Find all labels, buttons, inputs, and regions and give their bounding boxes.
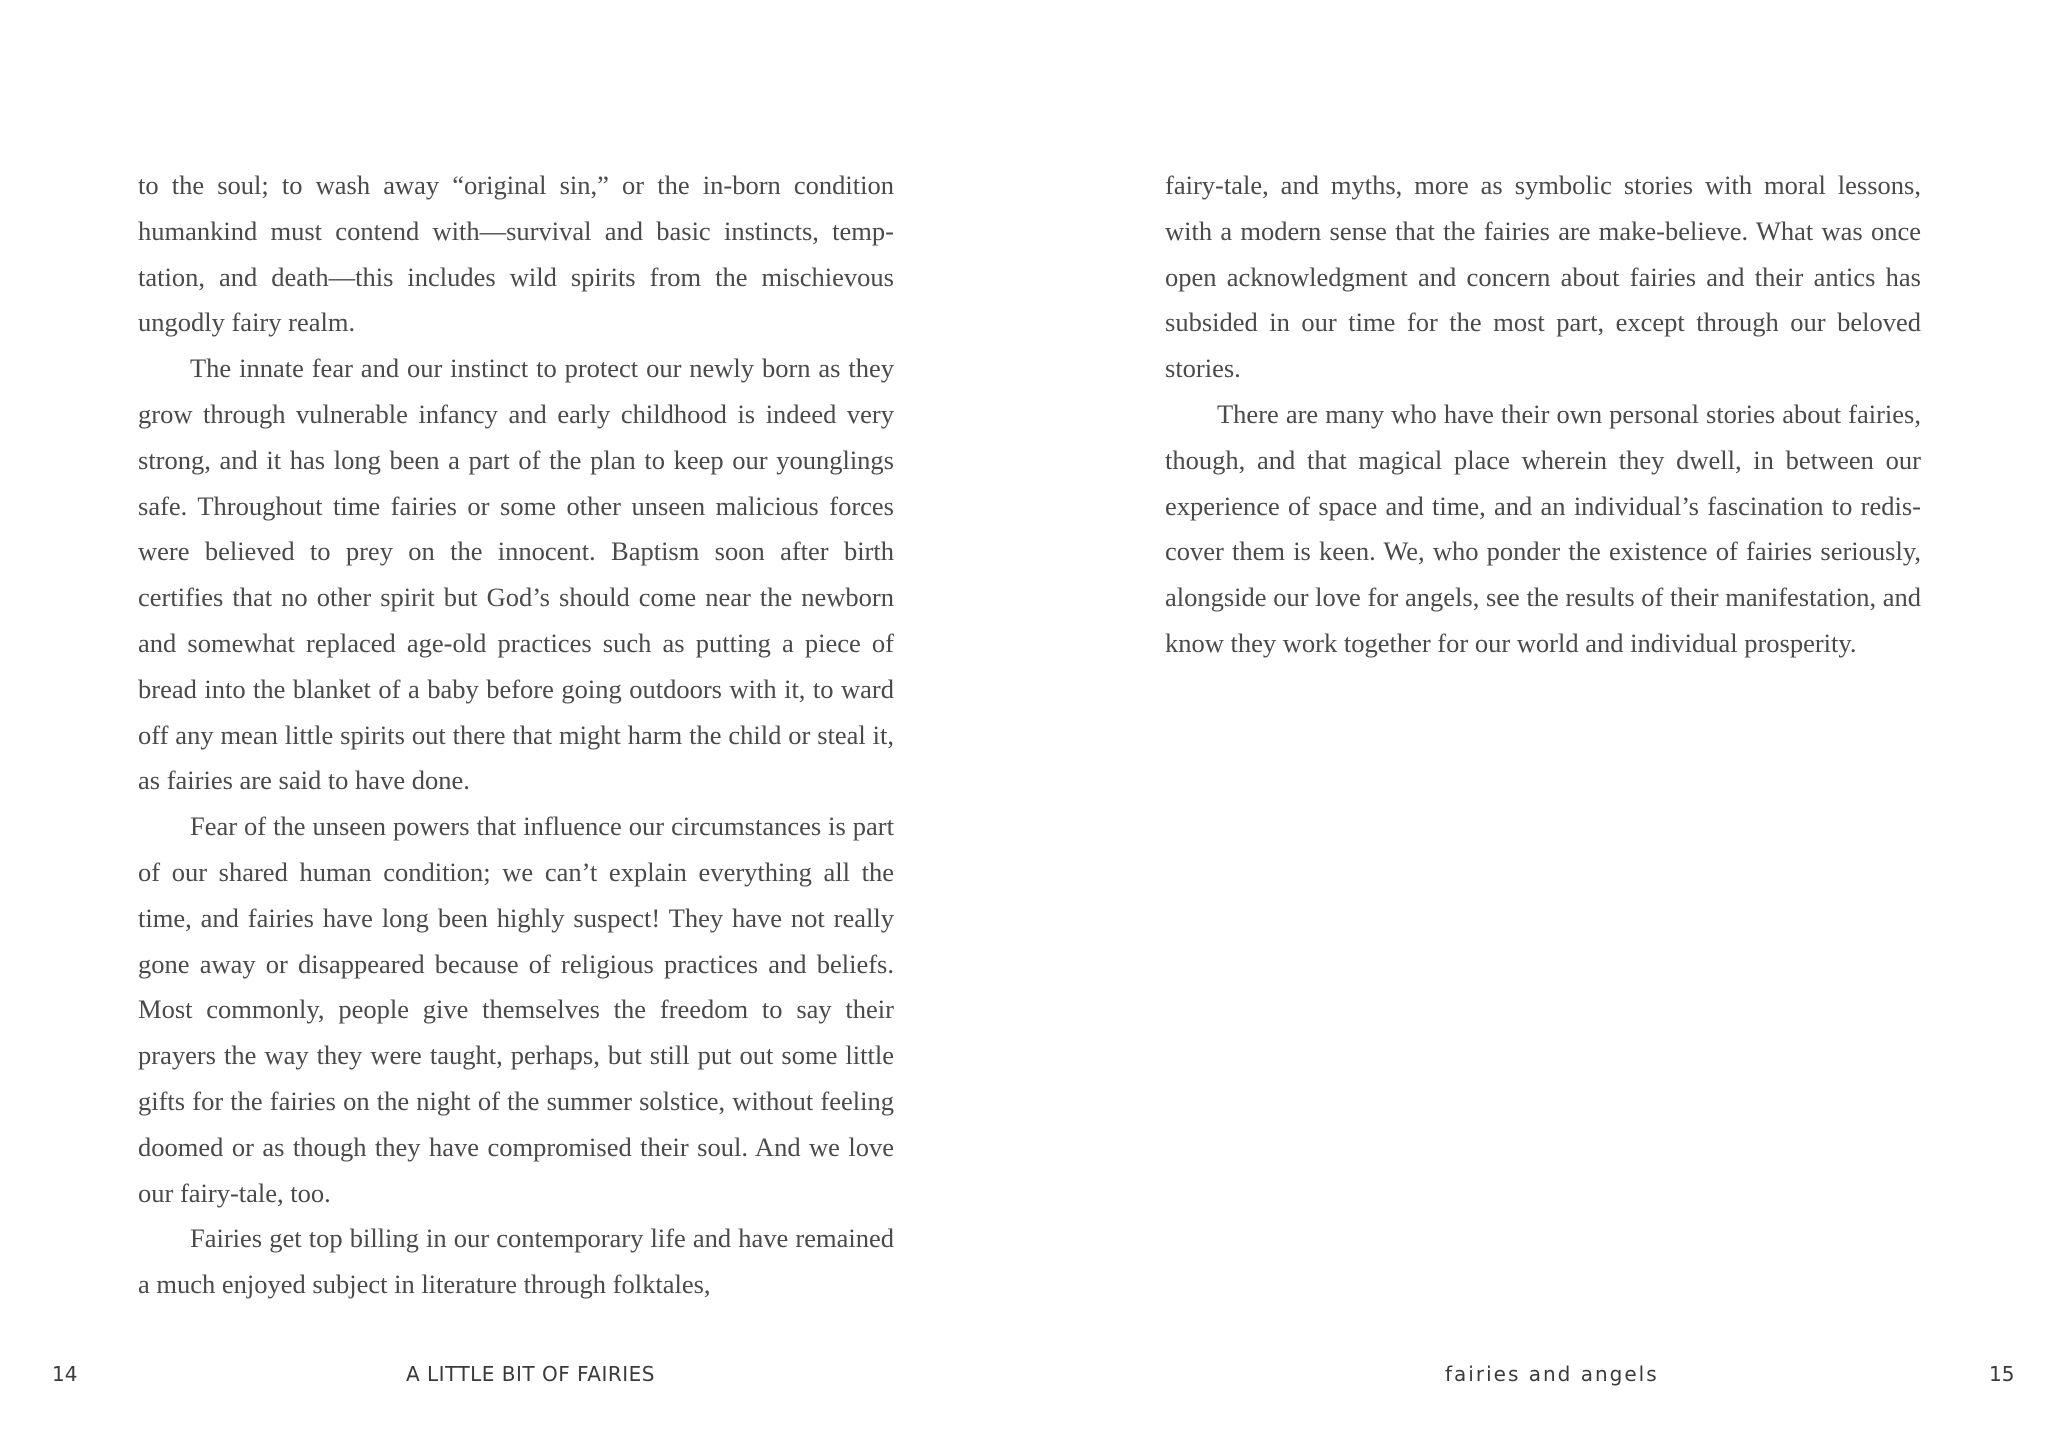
right-page-body [1165, 163, 1921, 667]
left-page-number: 14 [52, 1362, 78, 1386]
left-running-head: A LITTLE BIT OF FAIRIES [406, 1362, 655, 1386]
left-page-body [138, 163, 894, 1308]
left-paragraph-2: The innate fear and our instinct to protect our newly born as they grow through vulnerable infancy and early childhood is indeed very strong, and it has long been a part of the plan to keep our younglings safe. Throughout time fairies or some other unseen malicious forces were believed to prey on the innocent. Baptism soon after birth certifies that no other spirit but God’s should come near the newborn and somewhat replaced age-old practices such as putting a piece of bread into the blanket of a baby before going outdoors with it, to ward off any mean little spirits out there that might harm the child or steal it, as fairies are said to have done. [138, 353, 894, 796]
right-running-head: fairies and angels [1445, 1362, 1659, 1386]
right-paragraph-2: There are many who have their own personal stories about fairies, though, and that magical place wherein they dwell, in between our experience of space and time, and an individual’s fascination to rediscover them is keen. We, who ponder the existence of fairies seriously, alongside our love for angels, see the results of their manifestation, and know they work together for our world and individual prosperity. [1165, 398, 1921, 658]
right-page-number: 15 [1989, 1362, 2015, 1386]
left-paragraph-4: Fairies get top billing in our contemporary life and have remained a much enjoyed subject in literature through folktales, [138, 1223, 894, 1300]
right-paragraph-1: fairy-tale, and myths, more as symbolic stories with moral lessons, with a modern sense that the fairies are make-believe. What was once open acknowledgment and concern about fairies and their antics has subsided in our time for the most part, except through our beloved stories. [1165, 170, 1921, 384]
left-paragraph-1: to the soul; to wash away “original sin,” or the in-born condition humankind must contend with—survival and basic instincts, temptation, and death—this includes wild spirits from the mischievous ungodly fairy realm. [138, 170, 894, 338]
left-paragraph-3: Fear of the unseen powers that influence our circumstances is part of our shared human condition; we can’t explain everything all the time, and fairies have long been highly suspect! They have not really gone away or disappeared because of religious practices and beliefs. Most commonly, people give themselves the freedom to say their prayers the way they were taught, perhaps, but still put out some little gifts for the fairies on the night of the summer solstice, without feeling doomed or as though they have compromised their soul. And we love our fairy-tale, too. [138, 811, 894, 1208]
right-page [1024, 0, 2048, 1434]
